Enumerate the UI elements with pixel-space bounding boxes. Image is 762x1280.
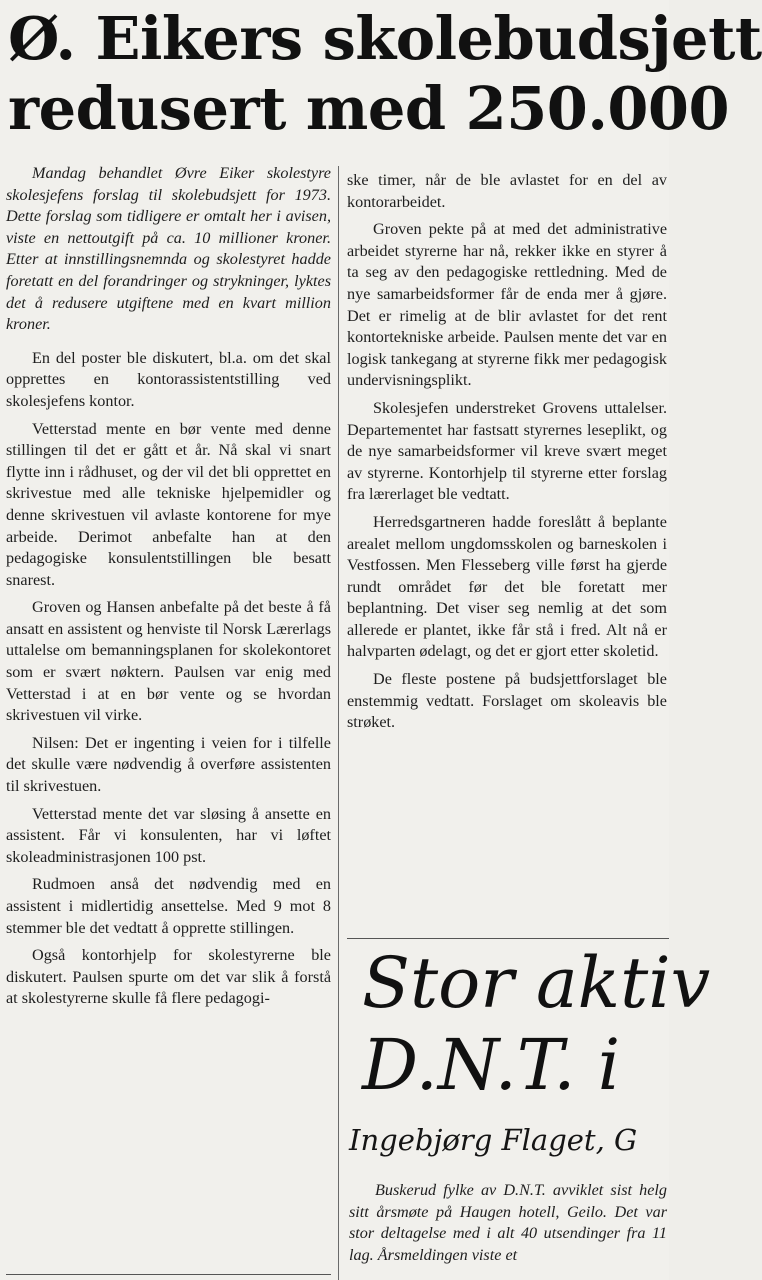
article-paragraph: Nilsen: Det er ingenting i veien for i tilfelle det skulle være nødvendig å overføre assistenten til skrivestuen. — [6, 733, 331, 796]
article-intro: Mandag behandlet Øvre Eiker skolestyre skolesjefens forslag til skolebudsjett for 1973. Dette forslag som tidligere er omtalt her i avisen, viste en nettoutgift på ca. 10 millioner kroner. Etter at innstillingsnemnda og skolestyret hadde foretatt en del forandringer og strykninger, lyktes det å redusere utgiftene med en kvart million kroner. — [6, 164, 331, 334]
article-left-column — [6, 163, 331, 1016]
main-headline — [8, 4, 762, 144]
article-paragraph: Herredsgartneren hadde foreslått å beplante arealet mellom ungdomsskolen og barneskolen i Vestfossen. Men Flesseberg ville først ha gjerde rundt området før det ble foretatt mer beplantning. Det viser seg nemlig at det som allerede er plantet, ikke får stå i fred. Alt nå er halvparten ødelagt, og det er gjort etter skoletid. — [347, 512, 667, 661]
article-paragraph: Vetterstad mente det var sløsing å ansette en assistent. Får vi konsulenten, har vi løftet skoleadministrasjonen 100 pst. — [6, 804, 331, 866]
second-article-intro: Buskerud fylke av D.N.T. avviklet sist helg sitt årsmøte på Haugen hotell, Geilo. Det var stor deltagelse med i alt 40 utsendinger fra 11 lag. Årsmeldingen viste et — [349, 1181, 667, 1264]
headline-line-2: redusert med 250.000 — [8, 74, 730, 143]
article-paragraph: Skolesjefen understreket Grovens uttalelser. Departementet har fastsatt styrernes leseplikt, og de nye samarbeidsformer vil kreve svært meget av styrerne. Kontorhjelp til styrerne etter forslag fra lærerlaget ble vedtatt. — [347, 398, 667, 504]
article-paragraph: De fleste postene på budsjettforslaget ble enstemmig vedtatt. Forslaget om skoleavis ble strøket. — [347, 670, 667, 732]
article-paragraph: Groven pekte på at med det administrative arbeidet styrerne har nå, rekker ikke en styrer å ta seg av den pedagogiske rettledning. Med de nye samarbeidsformer får de enda mer å gjøre. Det er rimelig at de blir avlastet for det rent kontortekniske arbeide. Paulsen mente det var en logisk tankegang at styrerne fikk mer pedagogisk undervisningsplikt. — [347, 220, 667, 390]
article-paragraph: Også kontorhjelp for skolestyrerne ble diskutert. Paulsen spurte om det var slik å forstå at skolestyrerne skulle få flere pedagogi- — [6, 946, 331, 1008]
second-article-byline: Ingebjørg Flaget, G — [349, 1123, 638, 1157]
article-right-column — [347, 170, 667, 940]
second-headline-line-2: D.N.T. i — [362, 1024, 621, 1106]
article-continuation: ske timer, når de ble avlastet for en del av kontorarbeidet. — [347, 171, 667, 211]
article-paragraph: Groven og Hansen anbefalte på det beste å få ansatt en assistent og henviste til Norsk Lærerlags uttalelse om bemanningsplanen for skolekontoret som er svært nøktern. Paulsen var enig med Vetterstad i at en bør vente og se hvordan skrivestuen vil virke. — [6, 598, 331, 725]
headline-line-1: Ø. Eikers skolebudsjett — [8, 4, 762, 73]
column-divider — [338, 166, 339, 1280]
section-divider — [347, 938, 669, 939]
article-paragraph: Rudmoen anså det nødvendig med en assistent i midlertidig ansettelse. Med 9 mot 8 stemmer ble det vedtatt å opprette stillingen. — [6, 875, 331, 937]
second-headline-line-1: Stor aktiv — [362, 942, 711, 1024]
article-paragraph: Vetterstad mente en bør vente med denne stillingen til det er gått et år. Nå skal vi snart flytte inn i rådhuset, og der vil det bli opprettet en skrivestue med alle tekniske hjelpemidler og denne skrivestuen vil avlaste kontorene for mye arbeide. Derimot anbefalte han at den pedagogiske konsulentstillingen ble besatt snarest. — [6, 419, 331, 589]
bottom-divider — [6, 1274, 331, 1275]
second-article-headline — [362, 942, 711, 1106]
article-paragraph: En del poster ble diskutert, bl.a. om det skal opprettes en kontorassistentstilling ved skolesjefens kontor. — [6, 348, 331, 410]
